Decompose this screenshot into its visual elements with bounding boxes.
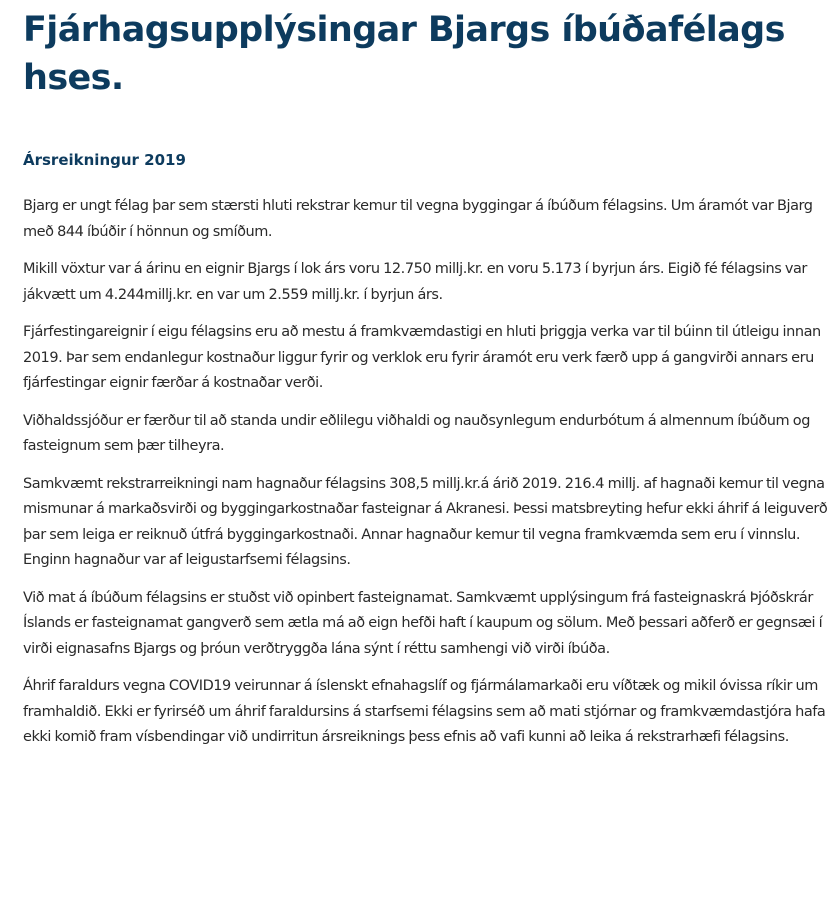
paragraph-valuation: Við mat á íbúðum félagsins er stuðst við opinbert fasteignamat. Samkvæmt upplýsingum frá fasteignaskrá Þjóðskrár Íslands er fasteignamat gangverð sem ætla má að eign hefði haft í kaupum og sölum. Með þessari aðferð er gegnsæi í virði eignasafns Bjargs og þróun verðtryggða lána sýnt í réttu samhengi við virði íbúða. [23, 589, 823, 657]
paragraph-investment-properties: Fjárfestingareignir í eigu félagsins eru að mestu á framkvæmdastigi en hluti þriggja verka var til búinn til útleigu innan 2019. Þar sem endanlegur kostnaður liggur fyrir og verklok eru fyrir áramót eru verk færð upp á gangvirði annars eru fjárfestingar eignir færðar á kostnaðar verði. [23, 324, 821, 391]
paragraph-maintenance-fund: Viðhaldssjóður er færður til að standa undir eðlilegu viðhaldi og nauðsynlegum endurbótum á almennum íbúðum og fasteignum sem þær tilheyra. [23, 412, 810, 454]
paragraph-assets-growth: Mikill vöxtur var á árinu en eignir Bjargs í lok árs voru 12.750 millj.kr. en voru 5.173 í byrjun árs. Eigið fé félagsins var jákvætt um 4.244millj.kr. en var um 2.559 millj.kr. í byrjun árs. [23, 261, 807, 303]
annual-report-body [23, 194, 835, 763]
page-title: Fjárhagsupplýsingar Bjargs íbúðafélags hses. [23, 10, 785, 98]
section-heading-annual-report: Ársreikningur 2019 [23, 151, 186, 169]
paragraph-company-intro: Bjarg er ungt félag þar sem stærsti hluti rekstrar kemur til vegna byggingar á íbúðum félagsins. Um áramót var Bjarg með 844 íbúðir í hönnun og smíðum. [23, 198, 813, 240]
paragraph-covid-impact: Áhrif faraldurs vegna COVID19 veirunnar á íslenskt efnahagslíf og fjármálamarkaði eru víðtæk og mikil óvissa ríkir um framhaldið. Ekki er fyrirséð um áhrif faraldursins á starfsemi félagsins sem að mati stjórnar og framkvæmdastjóra hafa ekki komið fram vísbendingar við undirritun ársreiknings þess efnis að vafi kunni að leika á rekstrarhæfi félagsins. [23, 678, 826, 745]
paragraph-profit: Samkvæmt rekstrarreikningi nam hagnaður félagsins 308,5 millj.kr.á árið 2019. 216.4 millj. af hagnaði kemur til vegna mismunar á markaðsvirði og byggingarkostnaðar fasteignar á Akranesi. Þessi matsbreyting hefur ekki áhrif á leiguverð þar sem leiga er reiknuð útfrá byggingarkostnaði. Annar hagnaður kemur til vegna framkvæmda sem eru í vinnslu. Enginn hagnaður var af leigustarfsemi félagsins. [23, 475, 828, 568]
financial-info-page [23, 6, 835, 745]
